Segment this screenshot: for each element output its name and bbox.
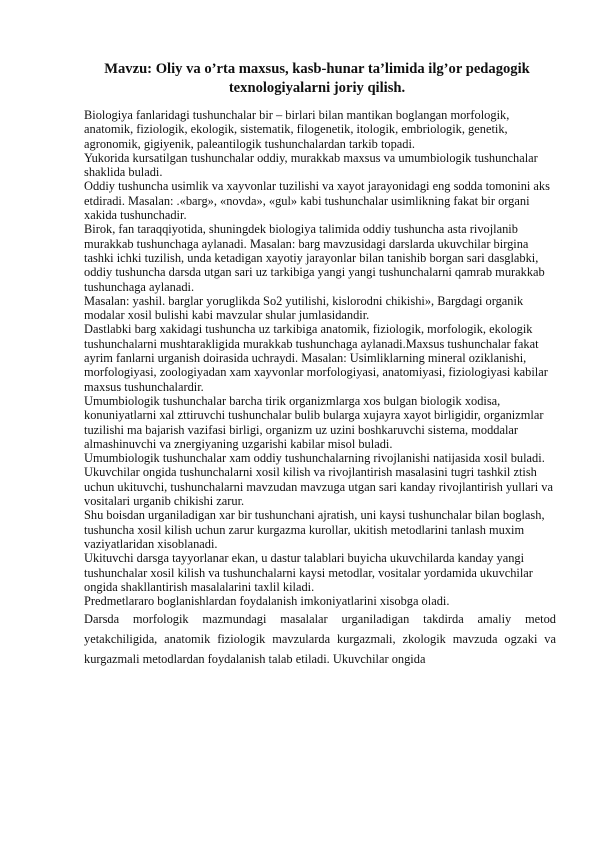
paragraph: Ukituvchi darsga tayyorlanar ekan, u dastur talablari buyicha ukuvchilarda kanday yangi tushunchalar xosil kilish va tushunchalarni kaysi metodlar, vositalar yordamida ukuvchilar ongida shakllantirish masalalarini taxlil kiladi. xyxy=(84,551,533,594)
paragraph: Predmetlararo boglanishlardan foydalanish imkoniyatlarini xisobga oladi. xyxy=(84,594,450,609)
paragraph: Shu boisdan urganiladigan xar bir tushunchani ajratish, uni kaysi tushunchalar bilan boglash, tushuncha xosil kilish uchun zarur kurgazma kurollar, ukitish metodlarini tanlash muxim vaziyatlaridan xisoblanadi. xyxy=(84,508,545,551)
paragraph: Umumbiologik tushunchalar xam oddiy tushunchalarning rivojlanishi natijasida xosil buladi. xyxy=(84,451,545,466)
paragraph: Oddiy tushuncha usimlik va xayvonlar tuzilishi va xayot jarayonidagi eng sodda tomonini aks etdiradi. Masalan: .«barg», «novda», «gul» kabi tushunchalar usimlikning fakat bir organi xakida tushunchadir. xyxy=(84,179,550,223)
paragraph: Umumbiologik tushunchalar barcha tirik organizmlarga xos bulgan biologik xodisa, konuniyatlarni xal zttiruvchi tushunchalar bulib bularga xujayra xayot birligidir, organizmlar tuzilishi ma bajarish vazifasi birligi, organizm uz uzini boshkaruvchi sistema, moddalar almashinuvchi va znergiyaning uzgarishi kabilar misol buladi. xyxy=(84,393,544,451)
paragraph: Darsda morfologik mazmundagi masalalar urganiladigan takdirda amaliy metod yetakchiligida, anatomik fiziologik mavzularda kurgazmali, zkologik mavzuda ogzaki va kurgazmali metodlardan foydalanish talab etiladi. Ukuvchilar ongida xyxy=(84,612,556,667)
document-title: Mavzu: Oliy va o’rta maxsus, kasb-hunar ta’limida ilg’or pedagogik texnologiyalarni joriy qilish. xyxy=(104,61,530,96)
paragraph: Ukuvchilar ongida tushunchalarni xosil kilish va rivojlantirish masalasini tugri tashkil ztish uchun ukituvchi, tushunchalarni mavzudan mavzuga utgan sari kanday rivojlantirish yullari va vositalari urganib chikishi zarur. xyxy=(84,465,553,509)
paragraph: Dastlabki barg xakidagi tushuncha uz tarkibiga anatomik, fiziologik, morfologik, ekologik tushunchalarni mushtarakligida murakkab tushunchaga aylanadi.Maxsus tushunchalar fakat ayrim fanlarni urganish doirasida uchraydi. Masalan: Usimliklarning mineral oziklanishi, morfologiyasi, zoologiyadan xam xayvonlar morfologiyasi, anatomiyasi, fiziologiyasi kabilar maxsus tushunchalardir. xyxy=(84,322,548,394)
paragraph: Masalan: yashil. barglar yoruglikda So2 yutilishi, kislorodni chikishi», Bargdagi organik modalar xosil bulishi kabi mavzular shular jumlasidandir. xyxy=(84,293,524,323)
document-body xyxy=(84,108,556,669)
paragraph: Yukorida kursatilgan tushunchalar oddiy, murakkab maxsus va umumbiologik tushunchalar shaklida buladi. xyxy=(84,150,538,180)
paragraph: Birok, fan taraqqiyotida, shuningdek biologiya talimida oddiy tushuncha asta rivojlanib murakkab tushunchaga aylanadi. Masalan: barg mavzusidagi darslarda ukuvchilar birgina tashki ichki tuzilish, unda ketadigan xayotiy jarayonlar bilan tanishib borgan sari dasglabki, oddiy tushuncha darsda utgan sari uz tarkibiga yangi yangi tushunchalarni qamrab murakkab tushunchaga aylanadi. xyxy=(84,222,545,294)
paragraph: Biologiya fanlaridagi tushunchalar bir – birlari bilan mantikan boglangan morfologik, anatomik, fiziologik, ekologik, sistematik, filogenetik, itologik, embriologik, genetik, agronomik, gigiyenik, paleantilogik tushunchalardan tarkib topadi. xyxy=(84,108,510,151)
